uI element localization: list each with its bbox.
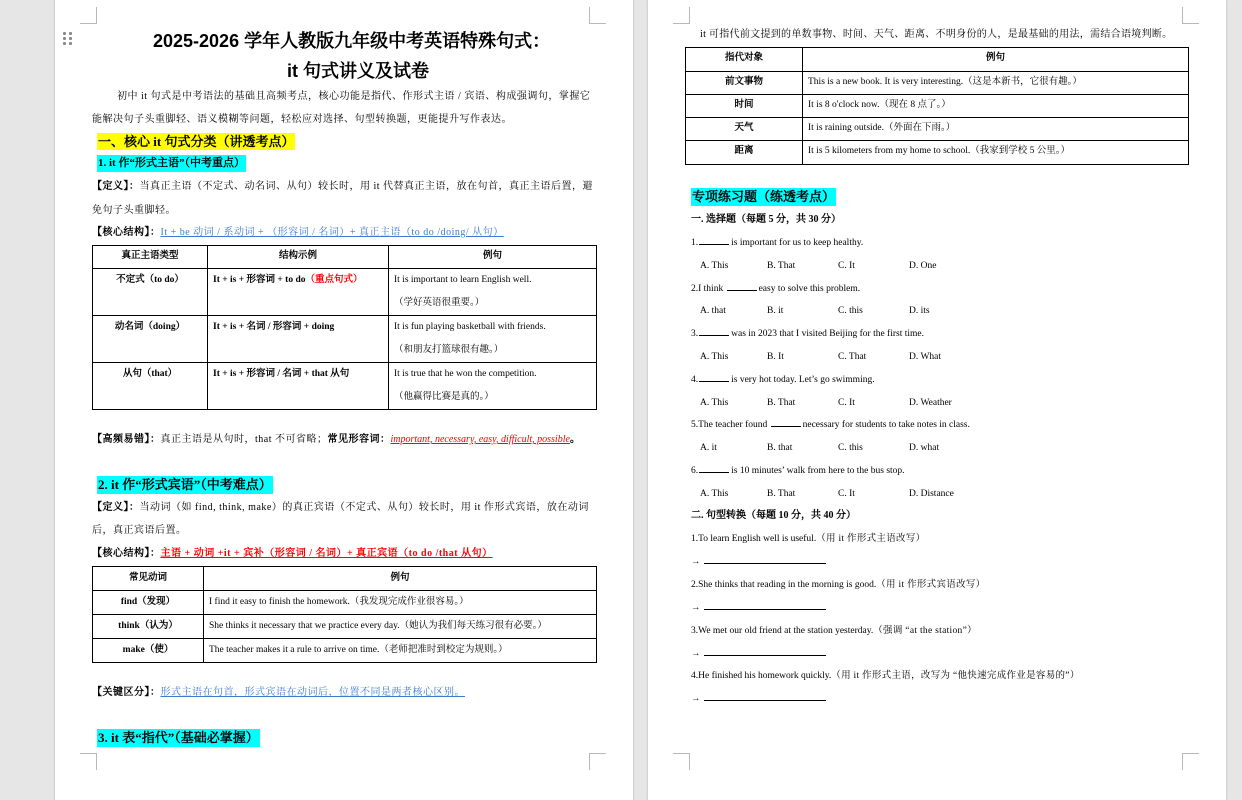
transform-sentence: 1.To learn English well is useful. xyxy=(691,534,817,544)
arrow-icon: → xyxy=(691,649,701,659)
corner-mark-top-left xyxy=(80,7,97,24)
common-mistake-line xyxy=(92,433,580,447)
transform-sentence: 2.She thinks that reading in the morning is good. xyxy=(691,580,877,590)
subsection-heading-reference: 3. it 表“指代”（基础必掌握） xyxy=(98,730,259,745)
option-c: C. It xyxy=(838,489,855,499)
example-cell xyxy=(389,363,597,410)
table-header-row xyxy=(93,246,597,269)
intro-line-2: 能解决句子头重脚轻、语义模糊等问题，轻松应对选择、句型转换题，更能提升写作表达。 xyxy=(92,114,512,125)
option-d: D. Distance xyxy=(909,489,954,499)
key-difference-label: 【关键区分】： xyxy=(92,687,161,698)
reference-intro-line: it 可指代前文提到的单数事物、时间、天气、距离、不明身份的人，是最基础的用法，需结合语境判断。 xyxy=(700,29,1173,40)
table-header-cell: 指代对象 xyxy=(686,48,803,72)
definition-label: 【定义】： xyxy=(92,181,140,192)
reference-object-cell: 距离 xyxy=(686,141,803,165)
table-header-cell: 例句 xyxy=(389,246,597,269)
transform-question-4 xyxy=(691,669,1080,683)
transform-sentence: 4.He finished his homework quickly. xyxy=(691,671,832,681)
option-c: C. this xyxy=(838,443,863,453)
arrow-icon: → xyxy=(691,694,701,704)
corner-mark-top-right xyxy=(589,7,606,24)
transform-instruction: （用 it 作形式主语，改写为 “他快速完成作业是容易的”） xyxy=(831,671,1080,681)
corner-mark-bottom-left xyxy=(673,753,690,770)
corner-mark-bottom-right xyxy=(589,753,606,770)
table-header-cell: 常见动词 xyxy=(93,567,204,591)
example-cell: It is 5 kilometers from my home to school.（我家到学校 5 公里。） xyxy=(803,141,1189,165)
option-a: A. This xyxy=(700,352,729,362)
option-d: D. One xyxy=(909,261,937,271)
table-header-cell: 例句 xyxy=(803,48,1189,72)
transform-answer-line-1[interactable] xyxy=(691,555,826,569)
arrow-icon: → xyxy=(691,603,701,613)
subject-type-cell: 动名词（doing） xyxy=(93,316,208,363)
example-en: It is fun playing basketball with friends. xyxy=(394,322,546,332)
corner-mark-bottom-left xyxy=(80,753,97,770)
reference-object-cell: 天气 xyxy=(686,118,803,141)
common-adjectives-label: 常见形容词： xyxy=(327,434,391,445)
option-b: B. That xyxy=(767,261,796,271)
transform-question-3 xyxy=(691,624,977,638)
definition-line-1 xyxy=(92,501,589,515)
example-cell: The teacher makes it a rule to arrive on time.（老师把准时到校定为规则。） xyxy=(204,639,597,663)
core-structure-formula: It + be 动词 / 系动词 + （形容词 / 名词）+ 真正主语（to do /doing/ 从句） xyxy=(160,227,504,238)
transform-sentence: 3.We met our old friend at the station yesterday. xyxy=(691,626,874,636)
question-text-after: easy to solve this problem. xyxy=(758,284,861,294)
definition-label: 【定义】： xyxy=(92,502,140,513)
option-a: A. that xyxy=(700,306,726,316)
option-d: D. what xyxy=(909,443,940,453)
question-text-before: I think xyxy=(698,284,724,294)
core-structure-formula: 主语 + 动词 +it + 宾补（形容词 / 名词）+ 真正宾语（to do /that 从句） xyxy=(160,548,493,559)
section-heading-core: 一、核心 it 句式分类（讲透考点） xyxy=(98,134,295,149)
option-a: A. This xyxy=(700,261,729,271)
question-number: 5. xyxy=(691,420,699,430)
choice-question-3 xyxy=(691,327,924,341)
reference-table xyxy=(685,47,1189,165)
example-cell: I find it easy to finish the homework.（我发现完成作业很容易。） xyxy=(204,591,597,615)
example-en: It is important to learn English well. xyxy=(394,275,532,285)
option-b: B. It xyxy=(767,352,784,362)
example-cell xyxy=(389,269,597,316)
transform-answer-line-3[interactable] xyxy=(691,647,826,661)
common-mistake-label: 【高频易错】： xyxy=(92,434,161,445)
structure-cell: It + is + 形容词 / 名词 + that 从句 xyxy=(208,363,389,410)
option-c: C. It xyxy=(838,398,855,408)
question-number: 2. xyxy=(691,284,699,294)
question-number: 6. xyxy=(691,466,699,476)
answer-blank[interactable] xyxy=(704,648,826,656)
answer-blank[interactable] xyxy=(704,556,826,564)
example-cn: （和朋友打篮球很有趣。） xyxy=(394,345,504,355)
common-mistake-text: 真正主语是从句时，that 不可省略； xyxy=(160,434,328,445)
definition-line-1 xyxy=(92,180,593,194)
transform-answer-line-4[interactable] xyxy=(691,692,826,706)
question-text-before: The teacher found xyxy=(698,420,768,430)
transform-instruction: （用 it 作形式宾语改写） xyxy=(876,580,986,590)
example-cell: This is a new book. It is very interesting.（这是本新书，它很有趣。） xyxy=(803,72,1189,95)
option-a: A. it xyxy=(700,443,717,453)
option-b: B. that xyxy=(767,443,793,453)
option-b: B. That xyxy=(767,489,796,499)
key-difference-text: 形式主语在句首，形式宾语在动词后，位置不同是两者核心区别。 xyxy=(160,687,465,698)
answer-blank[interactable] xyxy=(771,418,801,427)
choice-question-1 xyxy=(691,236,863,250)
transform-instruction: （用 it 作形式主语改写） xyxy=(816,534,926,544)
choice-question-5 xyxy=(691,418,970,432)
option-c: C. this xyxy=(838,306,863,316)
verb-cell: think（认为） xyxy=(93,615,204,639)
question-text-after: is very hot today. Let’s go swimming. xyxy=(731,375,875,385)
option-a: A. This xyxy=(700,398,729,408)
table-header-row xyxy=(686,48,1189,72)
practice-section-heading: 专项练习题（练透考点） xyxy=(692,189,836,204)
structure-text: It + is + 形容词 + to do xyxy=(213,275,306,285)
document-title-line-2: it 句式讲义及试卷 xyxy=(287,61,429,81)
table-header-row xyxy=(93,567,597,591)
definition-text: 当真正主语（不定式、动名词、从句）较长时，用 it 代替真正主语，放在句首，真正主语后置，避 xyxy=(139,181,594,192)
definition-line-2: 免句子头重脚轻。 xyxy=(92,205,176,216)
answer-blank[interactable] xyxy=(699,464,729,473)
answer-blank[interactable] xyxy=(699,373,729,382)
subsection-heading-formal-object: 2. it 作“形式宾语”（中考难点） xyxy=(98,477,272,492)
arrow-icon: → xyxy=(691,557,701,567)
sentence-transform-heading: 二. 句型转换（每题 10 分，共 40 分） xyxy=(691,510,856,521)
option-c: C. That xyxy=(838,352,867,362)
transform-question-1 xyxy=(691,532,925,546)
table-row xyxy=(93,615,597,639)
corner-mark-top-left xyxy=(673,7,690,24)
subject-type-cell: 从句（that） xyxy=(93,363,208,410)
definition-line-2: 后，真正宾语后置。 xyxy=(92,525,187,536)
structure-cell xyxy=(208,269,389,316)
table-row xyxy=(93,363,597,410)
table-row xyxy=(93,639,597,663)
example-cell: It is raining outside.（外面在下雨。） xyxy=(803,118,1189,141)
verb-cell: make（使） xyxy=(93,639,204,663)
option-c: C. It xyxy=(838,261,855,271)
question-text-after: was in 2023 that I visited Beijing for the first time. xyxy=(731,329,924,339)
example-cell xyxy=(389,316,597,363)
example-cn: （学好英语很重要。） xyxy=(394,298,485,308)
transform-instruction: （强调 “at the station”） xyxy=(873,626,977,636)
option-d: D. its xyxy=(909,306,930,316)
option-b: B. it xyxy=(767,306,784,316)
formal-object-table xyxy=(92,566,597,663)
drag-handle-icon[interactable] xyxy=(63,32,73,46)
corner-mark-top-right xyxy=(1182,7,1199,24)
core-structure-line xyxy=(92,547,493,561)
key-difference-line xyxy=(92,686,465,700)
choice-question-2 xyxy=(691,282,860,296)
key-pattern-note: （重点句式） xyxy=(305,275,363,285)
table-header-cell: 结构示例 xyxy=(208,246,389,269)
question-number: 4. xyxy=(691,375,699,385)
option-b: B. That xyxy=(767,398,796,408)
answer-blank[interactable] xyxy=(699,236,729,245)
example-cell: It is 8 o'clock now.（现在 8 点了。） xyxy=(803,95,1189,118)
table-row xyxy=(686,72,1189,95)
question-text-after: is important for us to keep healthy. xyxy=(731,238,864,248)
choice-question-4 xyxy=(691,373,875,387)
core-structure-line xyxy=(92,226,504,240)
table-row xyxy=(686,95,1189,118)
table-header-cell: 真正主语类型 xyxy=(93,246,208,269)
intro-line-1: 初中 it 句式是中考语法的基础且高频考点，核心功能是指代、作形式主语 / 宾语、构成强调句，掌握它 xyxy=(117,91,591,102)
table-row xyxy=(93,316,597,363)
transform-question-2 xyxy=(691,578,985,592)
question-text-after: is 10 minutes’ walk from here to the bus stop. xyxy=(731,466,905,476)
core-structure-label: 【核心结构】： xyxy=(92,548,161,559)
option-a: A. This xyxy=(700,489,729,499)
document-page-2 xyxy=(648,0,1226,800)
subject-type-cell: 不定式（to do） xyxy=(93,269,208,316)
example-cell: She thinks it necessary that we practice every day.（她认为我们每天练习很有必要。） xyxy=(204,615,597,639)
verb-cell: find（发现） xyxy=(93,591,204,615)
reference-object-cell: 前文事物 xyxy=(686,72,803,95)
option-d: D. What xyxy=(909,352,942,362)
answer-blank[interactable] xyxy=(704,602,826,610)
table-row xyxy=(93,269,597,316)
common-adjectives-list: important, necessary, easy, difficult, possible xyxy=(390,434,570,445)
document-title-line-1: 2025-2026 学年人教版九年级中考英语特殊句式： xyxy=(153,31,551,51)
answer-blank[interactable] xyxy=(699,327,729,336)
formal-subject-table xyxy=(92,245,597,410)
document-page-1 xyxy=(55,0,633,800)
choice-question-6 xyxy=(691,464,905,478)
table-row xyxy=(686,118,1189,141)
core-structure-label: 【核心结构】： xyxy=(92,227,161,238)
sentence-end-mark: 。 xyxy=(569,434,581,445)
answer-blank[interactable] xyxy=(704,693,826,701)
table-row xyxy=(686,141,1189,165)
question-number: 3. xyxy=(691,329,699,339)
example-cn: （他赢得比赛是真的。） xyxy=(394,392,494,402)
corner-mark-bottom-right xyxy=(1182,753,1199,770)
reference-object-cell: 时间 xyxy=(686,95,803,118)
table-header-cell: 例句 xyxy=(204,567,597,591)
transform-answer-line-2[interactable] xyxy=(691,601,826,615)
structure-cell: It + is + 名词 / 形容词 + doing xyxy=(208,316,389,363)
example-en: It is true that he won the competition. xyxy=(394,369,537,379)
answer-blank[interactable] xyxy=(727,282,757,291)
question-text-after: necessary for students to take notes in class. xyxy=(802,420,970,430)
option-d: D. Weather xyxy=(909,398,952,408)
subsection-heading-formal-subject: 1. it 作“形式主语”（中考重点） xyxy=(97,155,246,172)
question-number: 1. xyxy=(691,238,699,248)
definition-text: 当动词（如 find, think, make）的真正宾语（不定式、从句）较长时，用 it 作形式宾语，放在动词 xyxy=(139,502,589,513)
multiple-choice-heading: 一. 选择题（每题 5 分，共 30 分） xyxy=(691,214,841,225)
table-row xyxy=(93,591,597,615)
